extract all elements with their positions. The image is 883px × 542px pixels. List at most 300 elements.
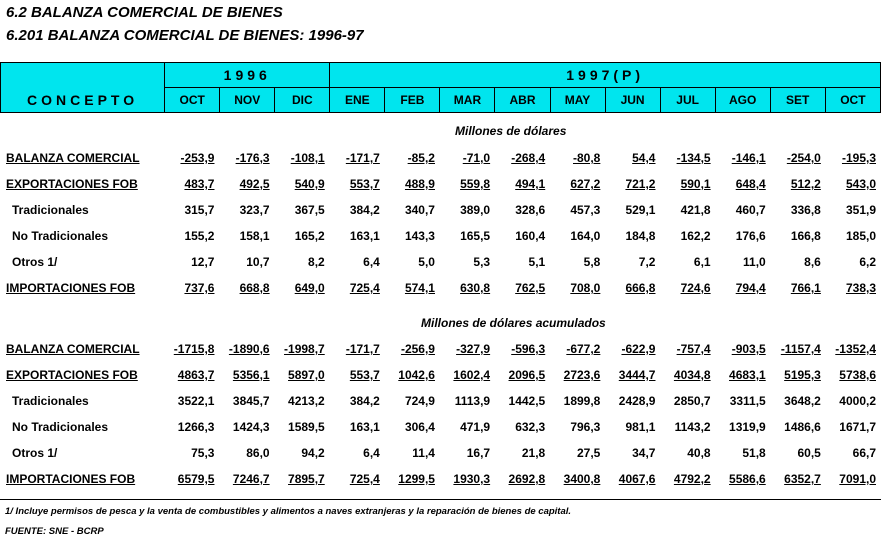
value-text: 21,8 [521,446,546,460]
value-text: 794,4 [735,281,766,295]
value-text: 155,2 [184,229,215,243]
value-text: 384,2 [349,394,380,408]
row-label [0,414,164,440]
month-header: OCT [165,88,220,113]
value-text: -268,4 [511,151,546,165]
header-table [0,62,881,113]
value-text: -1352,4 [835,342,876,356]
value-cell [771,223,826,249]
value-cell [385,388,440,414]
value-cell [385,466,440,492]
value-cell [219,223,274,249]
value-cell [660,388,715,414]
value-cell [385,197,440,223]
value-text: 796,3 [570,420,601,434]
value-cell [440,223,495,249]
value-text: 389,0 [460,203,491,217]
value-text: 10,7 [246,255,270,269]
value-cell [716,223,771,249]
value-text: 590,1 [680,177,711,191]
value-cell [440,362,495,388]
value-cell [716,197,771,223]
value-cell [771,197,826,223]
value-text: 8,2 [308,255,325,269]
section-title: 6.2 BALANZA COMERCIAL DE BIENES [6,4,283,21]
value-cell [771,171,826,197]
value-cell [660,171,715,197]
value-cell [605,466,660,492]
row-label [0,388,164,414]
value-text: 648,4 [735,177,766,191]
value-text: 3444,7 [618,368,656,382]
value-cell [164,466,219,492]
value-text: 86,0 [246,446,270,460]
value-cell [164,440,219,466]
value-cell [330,171,385,197]
value-cell [550,466,605,492]
value-text: 4683,1 [729,368,766,382]
value-text: 5,1 [528,255,546,269]
value-text: 336,8 [790,203,821,217]
month-header: AGO [715,88,770,113]
row-label [0,223,164,249]
value-cell [495,275,550,301]
value-text: 7246,7 [232,472,270,486]
value-text: 160,4 [515,229,546,243]
value-cell [495,223,550,249]
section-heading-accumulated: Millones de dólares acumulados [421,316,606,330]
row-label-text: No Tradicionales [12,229,109,243]
value-text: 649,0 [294,281,325,295]
value-text: 725,4 [349,472,380,486]
value-cell [495,362,550,388]
value-text: 766,1 [790,281,821,295]
value-text: 6,4 [363,446,380,460]
value-text: 34,7 [632,446,656,460]
value-text: -195,3 [841,151,876,165]
value-cell [826,249,881,275]
value-cell [275,440,330,466]
value-cell [826,197,881,223]
row-label-text: Tradicionales [12,394,89,408]
value-cell [771,414,826,440]
value-cell [164,362,219,388]
value-text: 328,6 [515,203,546,217]
value-cell [716,440,771,466]
value-text: 7,2 [638,255,656,269]
value-text: 143,3 [404,229,435,243]
value-cell [605,145,660,171]
value-text: -85,2 [407,151,435,165]
value-text: 5897,0 [288,368,325,382]
value-text: 158,1 [239,229,270,243]
value-text: 6,1 [693,255,711,269]
value-text: 2850,7 [673,394,711,408]
value-cell [605,171,660,197]
value-text: 306,4 [404,420,435,434]
value-text: 1424,3 [232,420,270,434]
value-text: 351,9 [845,203,876,217]
value-text: 3311,5 [729,394,766,408]
value-text: 54,4 [632,151,656,165]
value-cell [771,336,826,362]
value-text: 323,7 [239,203,270,217]
value-cell [826,275,881,301]
row-label [0,171,164,197]
value-text: 460,7 [735,203,766,217]
value-text: 494,1 [515,177,546,191]
value-cell [275,275,330,301]
footnote: 1/ Incluye permisos de pesca y la venta de combustibles y alimentos a naves extranjeras y la reparación de bienes de capital. [5,506,572,517]
value-cell [826,440,881,466]
value-text: 981,1 [625,420,656,434]
value-text: -1998,7 [284,342,325,356]
value-cell [495,388,550,414]
row-label [0,145,164,171]
table-title: 6.201 BALANZA COMERCIAL DE BIENES: 1996-97 [6,27,364,44]
concepto-header: CONCEPTO [1,63,165,113]
row-label-text: IMPORTACIONES FOB [6,472,136,486]
value-text: -146,1 [731,151,766,165]
value-text: -677,2 [566,342,601,356]
row-label [0,197,164,223]
month-header: NOV [220,88,275,113]
value-cell [716,466,771,492]
value-text: -71,0 [462,151,491,165]
value-cell [164,223,219,249]
value-cell [385,223,440,249]
value-cell [605,440,660,466]
value-text: -108,1 [290,151,325,165]
row-label-text: IMPORTACIONES FOB [6,281,136,295]
value-cell [495,145,550,171]
section-heading-monthly: Millones de dólares [455,124,567,138]
value-cell [385,249,440,275]
value-text: 724,9 [404,394,435,408]
footer-rule [0,499,881,500]
value-cell [826,466,881,492]
value-cell [495,197,550,223]
month-header: SET [770,88,825,113]
value-cell [716,249,771,275]
value-text: 5195,3 [784,368,821,382]
value-text: 5,3 [473,255,491,269]
value-cell [330,466,385,492]
row-label [0,440,164,466]
table-row [0,275,881,301]
value-text: 1442,5 [508,394,546,408]
value-text: 724,6 [680,281,711,295]
value-cell [219,466,274,492]
value-text: 1930,3 [453,472,491,486]
value-text: 483,7 [184,177,215,191]
value-cell [330,440,385,466]
month-header: MAR [440,88,495,113]
value-cell [550,440,605,466]
value-cell [219,388,274,414]
row-label [0,362,164,388]
value-text: 2692,8 [508,472,546,486]
value-cell [771,362,826,388]
value-cell [771,440,826,466]
value-text: 738,3 [845,281,876,295]
value-text: 1266,3 [177,420,215,434]
value-cell [660,440,715,466]
value-text: 529,1 [625,203,656,217]
value-cell [826,414,881,440]
month-header: MAY [550,88,605,113]
value-cell [826,388,881,414]
value-cell [440,197,495,223]
value-text: 1143,2 [674,420,711,434]
value-text: 627,2 [570,177,601,191]
value-text: 7895,7 [288,472,325,486]
value-cell [440,275,495,301]
table-row [0,388,881,414]
value-cell [550,414,605,440]
value-cell [550,388,605,414]
value-text: 16,7 [466,446,491,460]
value-cell [550,171,605,197]
value-cell [605,249,660,275]
value-text: 11,0 [743,255,766,269]
value-cell [495,414,550,440]
value-text: 51,8 [742,446,766,460]
value-text: 543,0 [845,177,876,191]
value-text: 2723,6 [563,368,601,382]
source-note: FUENTE: SNE - BCRP [5,526,104,537]
table-row [0,223,881,249]
value-cell [275,362,330,388]
value-cell [605,223,660,249]
value-cell [550,223,605,249]
value-cell [219,414,274,440]
value-cell [385,362,440,388]
value-cell [330,145,385,171]
value-text: 540,9 [294,177,325,191]
value-text: 3845,7 [232,394,270,408]
value-cell [275,145,330,171]
value-cell [826,362,881,388]
value-cell [716,414,771,440]
value-text: 2428,9 [618,394,656,408]
value-text: 7091,0 [839,472,876,486]
row-label-text: BALANZA COMERCIAL [6,151,140,165]
value-cell [550,249,605,275]
value-cell [660,223,715,249]
year-1997-header: 1997(P) [330,63,881,88]
value-cell [660,249,715,275]
value-text: 176,6 [735,229,766,243]
value-cell [550,145,605,171]
value-text: 1899,8 [563,394,601,408]
value-text: 1671,7 [839,420,876,434]
value-text: 471,9 [460,420,491,434]
value-cell [660,145,715,171]
value-text: 2096,5 [508,368,546,382]
value-cell [219,440,274,466]
value-cell [330,275,385,301]
value-cell [275,223,330,249]
value-cell [385,440,440,466]
month-header: OCT [825,88,880,113]
value-text: 165,2 [294,229,325,243]
value-text: 488,9 [404,177,435,191]
value-text: 553,7 [349,368,380,382]
value-cell [660,197,715,223]
month-header: ABR [495,88,550,113]
row-label-text: Otros 1/ [12,255,58,269]
month-header: JUL [660,88,715,113]
value-cell [660,336,715,362]
row-label-text: Tradicionales [12,203,89,217]
value-cell [660,414,715,440]
value-text: -903,5 [731,342,766,356]
value-cell [716,388,771,414]
table-row [0,249,881,275]
value-text: -176,3 [235,151,270,165]
value-text: 421,8 [680,203,711,217]
value-cell [605,362,660,388]
value-cell [440,171,495,197]
value-cell [495,466,550,492]
month-header: DIC [275,88,330,113]
value-cell [385,171,440,197]
value-text: -254,0 [786,151,821,165]
value-cell [716,145,771,171]
value-cell [164,275,219,301]
value-text: 5356,1 [232,368,270,382]
value-cell [164,336,219,362]
value-text: 164,0 [570,229,601,243]
value-text: -253,9 [180,151,215,165]
value-text: 5738,6 [839,368,876,382]
value-cell [826,145,881,171]
value-text: 8,6 [804,255,821,269]
value-text: 4034,8 [673,368,711,382]
value-text: 492,5 [239,177,270,191]
year-1996-header: 1996 [165,63,330,88]
value-text: 4792,2 [673,472,711,486]
value-text: 666,8 [625,281,656,295]
value-text: 762,5 [515,281,546,295]
accumulated-table [0,336,881,492]
table-row [0,440,881,466]
value-cell [385,336,440,362]
value-cell [605,388,660,414]
value-cell [275,197,330,223]
month-header: JUN [605,88,660,113]
value-text: -1157,4 [780,342,821,356]
value-text: 163,1 [349,229,380,243]
value-text: -256,9 [400,342,435,356]
value-cell [716,275,771,301]
value-text: 1589,5 [288,420,325,434]
value-cell [440,414,495,440]
value-cell [495,440,550,466]
value-text: 315,7 [184,203,215,217]
value-cell [550,197,605,223]
value-cell [330,388,385,414]
value-cell [164,414,219,440]
value-cell [164,388,219,414]
value-text: 457,3 [570,203,601,217]
value-cell [550,362,605,388]
value-cell [164,145,219,171]
value-text: -327,9 [456,342,491,356]
row-label-text: Otros 1/ [12,446,58,460]
value-text: 384,2 [349,203,380,217]
value-cell [164,171,219,197]
table-row [0,466,881,492]
value-cell [605,414,660,440]
value-text: 1486,6 [784,420,821,434]
month-header: FEB [385,88,440,113]
value-cell [660,466,715,492]
value-text: 367,5 [294,203,325,217]
value-text: 512,2 [790,177,821,191]
value-text: 163,1 [349,420,380,434]
value-text: 708,0 [570,281,601,295]
value-cell [771,249,826,275]
value-text: -134,5 [676,151,711,165]
value-text: 60,5 [797,446,821,460]
value-text: 12,7 [191,255,215,269]
value-text: 3522,1 [177,394,215,408]
value-cell [716,336,771,362]
value-cell [330,362,385,388]
value-cell [826,223,881,249]
value-cell [440,336,495,362]
value-text: 721,2 [625,177,656,191]
value-cell [495,171,550,197]
value-cell [771,466,826,492]
value-cell [330,223,385,249]
value-text: 559,8 [460,177,491,191]
value-cell [275,414,330,440]
value-text: 162,2 [680,229,711,243]
value-text: 40,8 [687,446,711,460]
value-text: 184,8 [625,229,656,243]
value-text: -622,9 [621,342,656,356]
value-cell [330,197,385,223]
value-cell [275,388,330,414]
value-text: 630,8 [460,281,491,295]
value-text: -171,7 [345,342,380,356]
value-text: -757,4 [676,342,711,356]
value-text: 553,7 [349,177,380,191]
value-cell [440,249,495,275]
table-row [0,145,881,171]
value-text: -171,7 [345,151,380,165]
value-cell [330,414,385,440]
value-text: 5,0 [418,255,435,269]
value-text: 1319,9 [729,420,766,434]
value-text: 27,5 [577,446,601,460]
value-text: 3648,2 [784,394,821,408]
value-text: 1299,5 [398,472,435,486]
value-cell [495,336,550,362]
value-cell [330,336,385,362]
table-row [0,171,881,197]
value-text: -80,8 [573,151,601,165]
value-cell [275,171,330,197]
table-row [0,336,881,362]
value-text: -1890,6 [228,342,270,356]
value-cell [330,249,385,275]
value-text: 75,3 [191,446,215,460]
value-cell [219,171,274,197]
